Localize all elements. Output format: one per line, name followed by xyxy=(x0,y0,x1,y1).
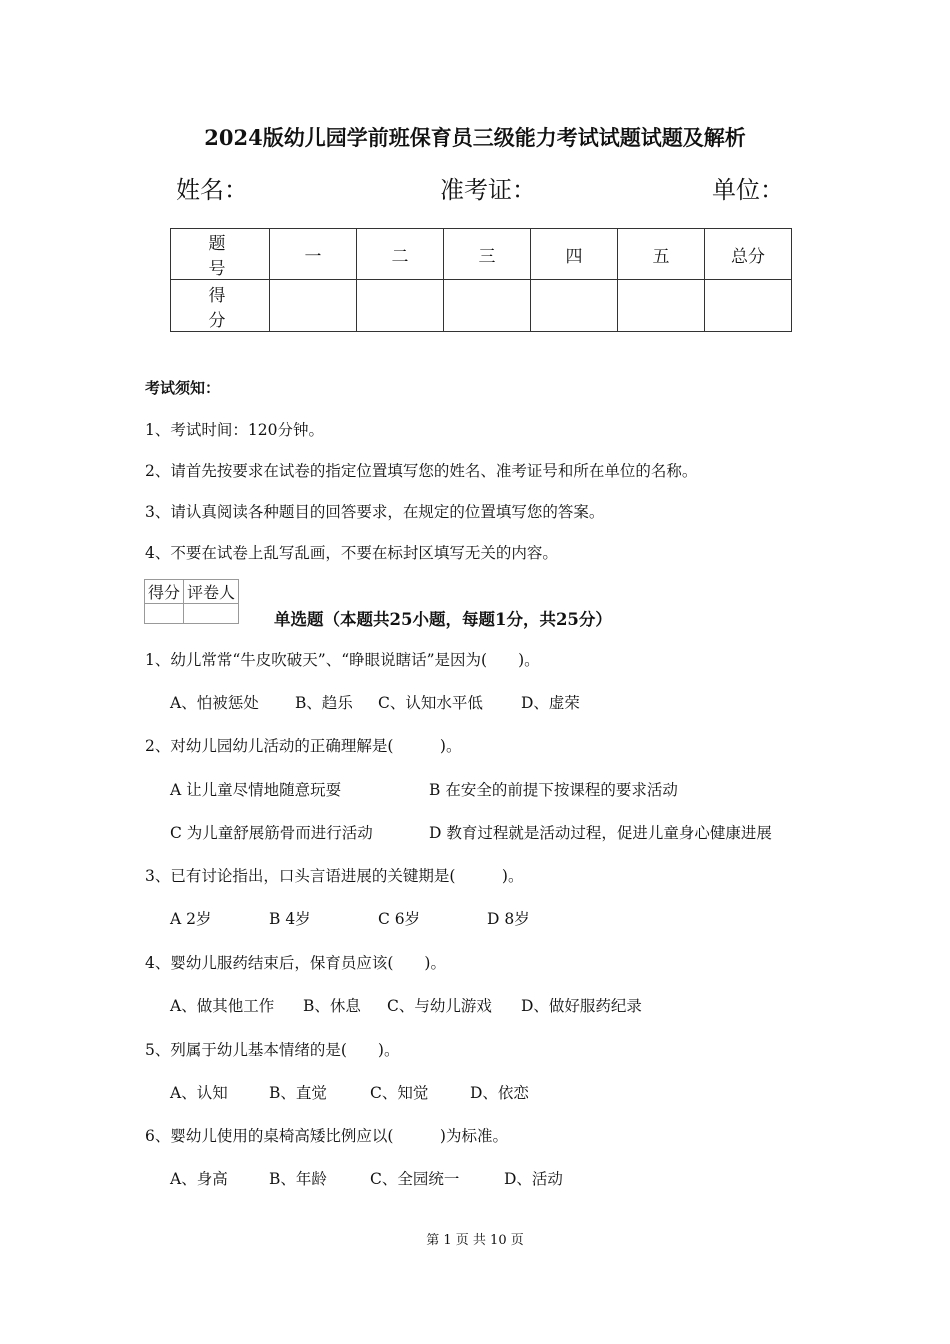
option: D、依恋 xyxy=(470,1084,529,1102)
question-text: 1、幼儿常常“牛皮吹破天”、“睁眼说瞎话”是因为( )。 xyxy=(145,651,540,669)
option: D 8岁 xyxy=(487,910,530,928)
notice-item: 2、请首先按要求在试卷的指定位置填写您的姓名、准考证号和所在单位的名称。 xyxy=(145,462,698,480)
document-title: 2024版幼儿园学前班保育员三级能力考试试题试题及解析 xyxy=(204,125,746,150)
grader-reviewer-cell[interactable] xyxy=(184,604,239,624)
score-table-header-row xyxy=(171,229,792,280)
score-table-cell: 二 xyxy=(357,229,444,280)
page-footer: 第 1 页 共 10 页 xyxy=(426,1233,524,1248)
section-title: 单选题（本题共25小题，每题1分，共25分） xyxy=(274,610,612,629)
score-table-cell: 总分 xyxy=(705,229,792,280)
option: D、做好服药纪录 xyxy=(521,997,642,1015)
option: A 让儿童尽情地随意玩耍 xyxy=(170,781,342,799)
option: D 教育过程就是活动过程，促进儿童身心健康进展 xyxy=(429,824,772,842)
option: A、身高 xyxy=(170,1170,228,1188)
unit-field-label: 单位： xyxy=(712,176,784,204)
option: B、直觉 xyxy=(269,1084,327,1102)
exam-id-field-label: 准考证： xyxy=(440,176,536,204)
option: D、活动 xyxy=(504,1170,563,1188)
notice-item: 4、不要在试卷上乱写乱画，不要在标封区填写无关的内容。 xyxy=(145,544,558,562)
option: C、认知水平低 xyxy=(378,694,483,712)
option: A 2岁 xyxy=(170,910,212,928)
score-table-cell: 一 xyxy=(270,229,357,280)
notice-heading: 考试须知： xyxy=(145,379,221,397)
option: C、知觉 xyxy=(370,1084,429,1102)
option: B 4岁 xyxy=(269,910,311,928)
question-text: 6、婴幼儿使用的桌椅高矮比例应以( )为标准。 xyxy=(145,1127,508,1145)
score-input-cell[interactable] xyxy=(705,280,792,332)
question-text: 3、已有讨论指出，口头言语进展的关键期是( )。 xyxy=(145,867,524,885)
grader-box xyxy=(144,579,239,624)
option: B 在安全的前提下按课程的要求活动 xyxy=(429,781,678,799)
question-text: 4、婴幼儿服药结束后，保育员应该( )。 xyxy=(145,954,446,972)
score-input-cell[interactable] xyxy=(444,280,531,332)
option: C、全园统一 xyxy=(370,1170,460,1188)
option: D、虚荣 xyxy=(521,694,580,712)
option: C 6岁 xyxy=(378,910,421,928)
option: A、做其他工作 xyxy=(170,997,275,1015)
score-table-cell: 题 号 xyxy=(171,229,270,280)
score-table-cell: 三 xyxy=(444,229,531,280)
score-row-label: 得 分 xyxy=(171,280,270,332)
name-field-label: 姓名： xyxy=(176,176,248,204)
question-text: 2、对幼儿园幼儿活动的正确理解是( )。 xyxy=(145,737,462,755)
grader-score-cell[interactable] xyxy=(145,604,184,624)
notice-item: 1、考试时间：120分钟。 xyxy=(145,421,324,439)
score-input-cell[interactable] xyxy=(531,280,618,332)
question-text: 5、列属于幼儿基本情绪的是( )。 xyxy=(145,1041,400,1059)
score-input-cell[interactable] xyxy=(357,280,444,332)
score-input-cell[interactable] xyxy=(270,280,357,332)
score-table xyxy=(170,228,792,332)
option: B、年龄 xyxy=(269,1170,327,1188)
score-input-cell[interactable] xyxy=(618,280,705,332)
option: B、休息 xyxy=(303,997,361,1015)
option: A、认知 xyxy=(170,1084,228,1102)
score-table-cell: 五 xyxy=(618,229,705,280)
option: C 为儿童舒展筋骨而进行活动 xyxy=(170,824,373,842)
notice-item: 3、请认真阅读各种题目的回答要求，在规定的位置填写您的答案。 xyxy=(145,503,605,521)
grader-reviewer-label: 评卷人 xyxy=(184,580,239,604)
score-table-score-row xyxy=(171,280,792,332)
score-table-cell: 四 xyxy=(531,229,618,280)
grader-score-label: 得分 xyxy=(145,580,184,604)
option: C、与幼儿游戏 xyxy=(387,997,492,1015)
option: B、趋乐 xyxy=(295,694,353,712)
option: A、怕被惩处 xyxy=(170,694,259,712)
